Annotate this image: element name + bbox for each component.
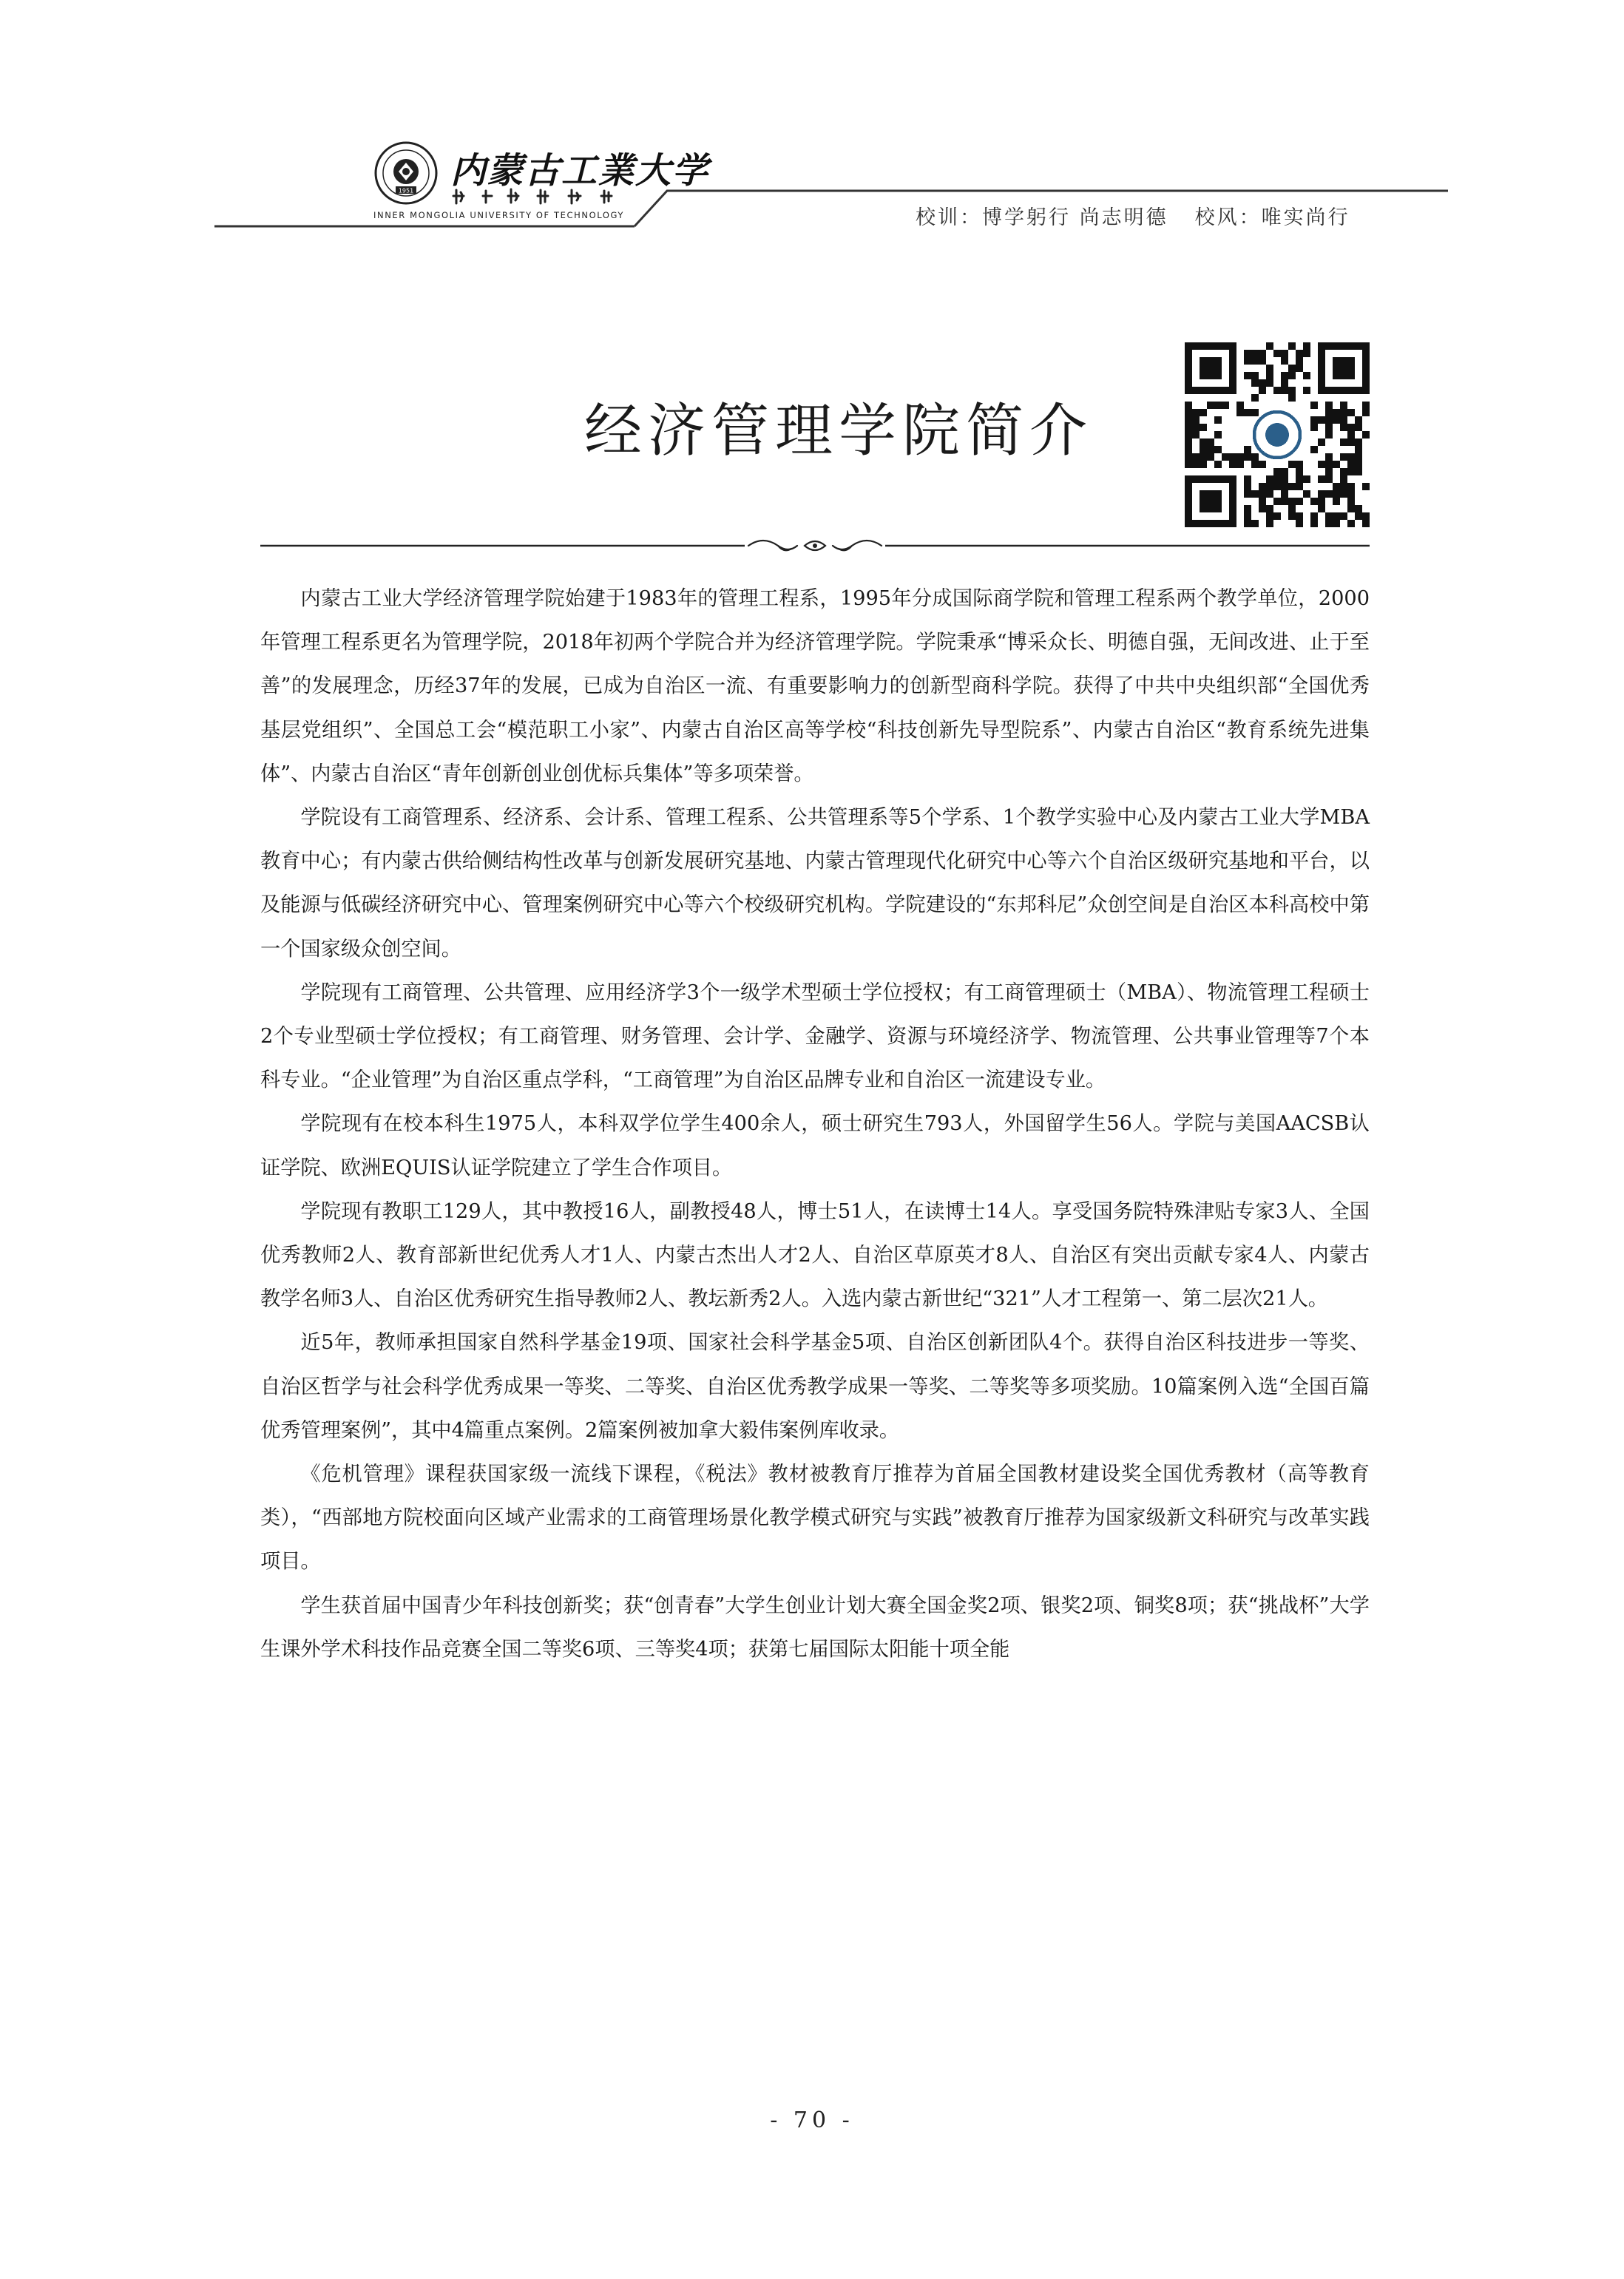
university-seal-icon [373, 140, 439, 206]
university-logo [373, 139, 710, 228]
paragraph: 内蒙古工业大学经济管理学院始建于1983年的管理工程系，1995年分成国际商学院和管理工程系两个教学单位，2000年管理工程系更名为管理学院，2018年初两个学院合并为经济管理学院。学院秉承“博采众长、明德自强，无间改进、止于至善”的发展理念，历经37年的发展，已成为自治区一流、有重要影响力的创新型商科学院。获得了中共中央组织部“全国优秀基层党组织”、全国总工会“模范职工小家”、内蒙古自治区高等学校“科技创新先导型院系”、内蒙古自治区“教育系统先进集体”、内蒙古自治区“青年创新创业创优标兵集体”等多项荣誉。 [260, 587, 1370, 785]
page-header [0, 0, 1624, 251]
motto-school-label: 校训： [916, 206, 982, 229]
title-ornament-divider [260, 531, 1370, 561]
motto-school-value: 博学躬行 尚志明德 [982, 206, 1168, 229]
motto-style-label: 校风： [1194, 206, 1262, 229]
paragraph: 学院现有在校本科生1975人，本科双学位学生400余人，硕士研究生793人，外国留学生56人。学院与美国AACSB认证学院、欧洲EQUIS认证学院建立了学生合作项目。 [260, 1112, 1370, 1179]
paragraph: 学院现有教职工129人，其中教授16人，副教授48人，博士51人，在读博士14人。享受国务院特殊津贴专家3人、全国优秀教师2人、教育部新世纪优秀人才1人、内蒙古杰出人才2人、自治区草原英才8人、自治区有突出贡献专家4人、内蒙古教学名师3人、自治区优秀研究生指导教师2人、教坛新秀2人。入选内蒙古新世纪“321”人才工程第一、第二层次21人。 [260, 1199, 1370, 1311]
paragraph: 近5年，教师承担国家自然科学基金19项、国家社会科学基金5项、自治区创新团队4个。获得自治区科技进步一等奖、自治区哲学与社会科学优秀成果一等奖、二等奖、自治区优秀教学成果一等奖、二等奖等多项奖励。10篇案例入选“全国百篇优秀管理案例”，其中4篇重点案例。2篇案例被加拿大毅伟案例库收录。 [260, 1331, 1370, 1442]
page-number: - 70 - [770, 2107, 854, 2133]
school-motto [916, 201, 1350, 230]
article-body [260, 577, 1370, 1671]
paragraph: 学生获首届中国青少年科技创新奖；获“创青春”大学生创业计划大赛全国金奖2项、银奖2项、铜奖8项；获“挑战杯”大学生课外学术科技作品竞赛全国二等奖6项、三等奖4项；获第七届国际太阳能十项全能 [260, 1594, 1370, 1661]
page-title: 经济管理学院简介 [584, 398, 1094, 464]
paragraph: 《危机管理》课程获国家级一流线下课程，《税法》教材被教育厅推荐为首届全国教材建设奖全国优秀教材（高等教育类），“西部地方院校面向区域产业需求的工商管理场景化教学模式研究与实践”被教育厅推荐为国家级新文科研究与改革实践项目。 [260, 1463, 1370, 1574]
motto-style-value: 唯实尚行 [1261, 206, 1350, 229]
mongolian-script-mark [450, 186, 620, 206]
paragraph: 学院设有工商管理系、经济系、会计系、管理工程系、公共管理系等5个学系、1个教学实验中心及内蒙古工业大学MBA教育中心；有内蒙古供给侧结构性改革与创新发展研究基地、内蒙古管理现代化研究中心等六个自治区级研究基地和平台，以及能源与低碳经济研究中心、管理案例研究中心等六个校级研究机构。学院建设的“东邦科尼”众创空间是自治区本科高校中第一个国家级众创空间。 [260, 806, 1370, 961]
seal-year: 1951 [398, 187, 414, 194]
university-name-cn: 内蒙古工業大学 [450, 150, 710, 192]
university-name-en: INNER MONGOLIA UNIVERSITY OF TECHNOLOGY [373, 210, 625, 220]
qr-code-icon [1185, 342, 1370, 527]
paragraph: 学院现有工商管理、公共管理、应用经济学3个一级学术型硕士学位授权；有工商管理硕士（MBA）、物流管理工程硕士2个专业型硕士学位授权；有工商管理、财务管理、会计学、金融学、资源与环境经济学、物流管理、公共事业管理等7个本科专业。“企业管理”为自治区重点学科，“工商管理”为自治区品牌专业和自治区一流建设专业。 [260, 981, 1370, 1092]
header-divider-line [0, 0, 1624, 251]
